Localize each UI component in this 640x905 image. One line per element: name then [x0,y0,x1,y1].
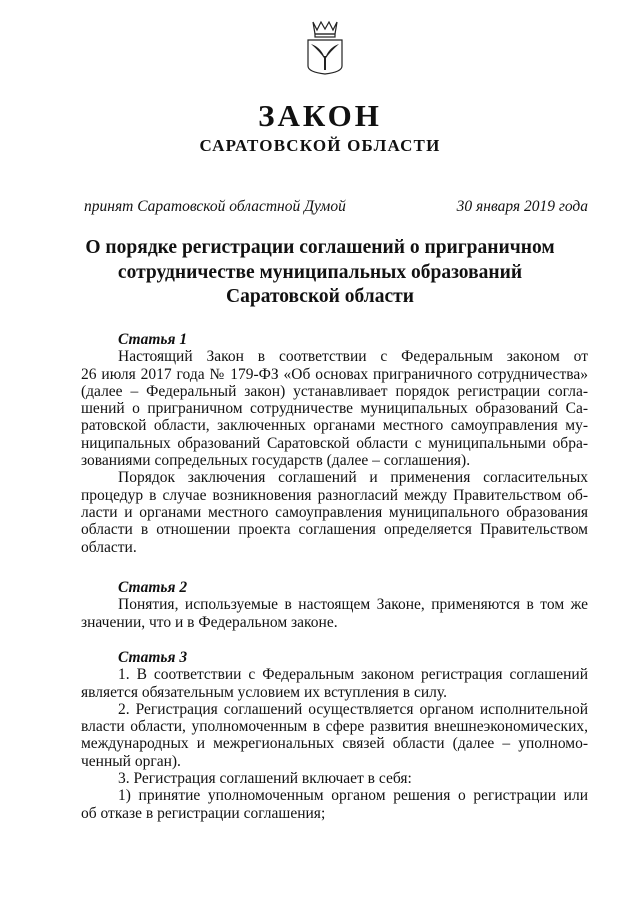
adoption-date: 30 января 2019 года [456,198,588,215]
text-line: ченный орган). [81,752,181,770]
document-subtitle: САРАТОВСКОЙ ОБЛАСТИ [199,136,441,155]
article-1 [81,331,588,556]
text-line: является обязательным условием их вступления в силу. [81,683,447,701]
article-heading: Статья 2 [118,579,188,596]
text-line: ниципальных образований Саратовской области с муниципальными обра- [81,434,588,452]
text-line: Понятия, используемые в настоящем Законе, применяются в том же [118,596,588,614]
text-line: 26 июля 2017 года № 179-ФЗ «Об основах приграничного сотрудничества» [81,365,588,383]
text-line: Порядок заключения соглашений и применения согласительных [118,469,588,487]
article-heading: Статья 3 [118,649,188,666]
text-line: области в отношении проекта соглашения определяется Правительством [81,521,588,539]
text-line: 2. Регистрация соглашений осуществляется органом исполнительной [118,700,588,718]
article-2 [81,579,588,631]
law-title [0,236,640,310]
text-line: шений о приграничном сотрудничестве муниципальных образований Са- [81,400,588,418]
article-3 [81,649,588,822]
article-heading: Статья 1 [118,331,188,348]
text-line: 1. В соответствии с Федеральным законом регистрация соглашений [118,666,588,684]
text-line: 3. Регистрация соглашений включает в себя: [118,770,412,788]
text-line: Настоящий Закон в соответствии с Федеральным законом от [118,348,588,366]
coat-of-arms-emblem [300,14,350,76]
text-line: значении, что и в Федеральном законе. [81,613,338,631]
law-title-line: Саратовской области [226,286,414,307]
text-line: об отказе в регистрации соглашения; [81,804,326,822]
text-line: 1) принятие уполномоченным органом решения о регистрации или [118,787,588,805]
text-line: ласти и органами местного самоуправления муниципального образования [81,503,588,521]
adopted-by: принят Саратовской областной Думой [84,198,346,215]
law-title-line: сотрудничестве муниципальных образований [117,261,523,283]
text-line: процедур в случае возникновения разногласий между Правительством об- [81,486,588,504]
document-title: ЗАКОН [258,98,382,133]
text-line: (далее – Федеральный закон) устанавливает порядок регистрации согла- [81,382,588,400]
law-title-line: О порядке регистрации соглашений о приграничном [85,237,555,258]
text-line: области. [81,538,137,556]
text-line: ратовской области, заключенных органами местного самоуправления му- [81,417,588,435]
text-line: международных и межрегиональных связей области (далее – уполномо- [81,735,588,753]
text-line: зованиями сопредельных государств (далее – соглашения). [81,452,471,470]
text-line: власти области, уполномоченным в сфере развития внешнеэкономических, [81,718,588,736]
